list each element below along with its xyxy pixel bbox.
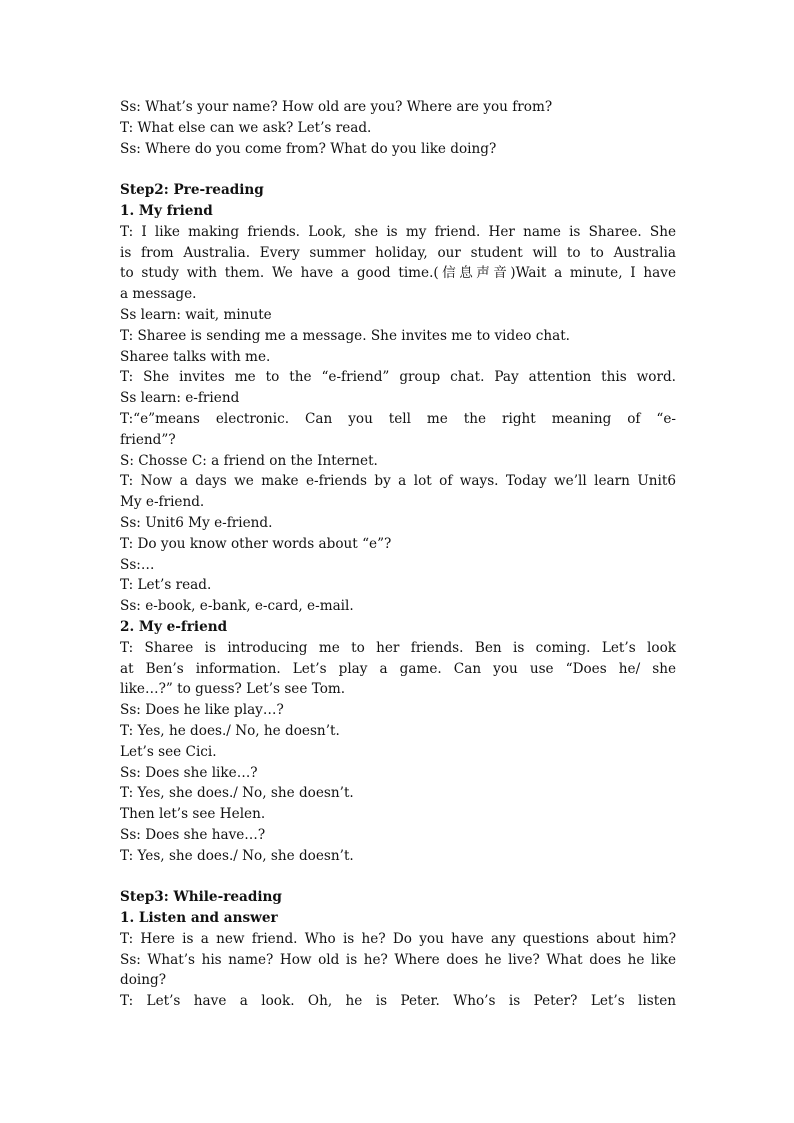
text-line: to study with them. We have a good time.(信息声音)Wait a minute, I have	[120, 265, 676, 282]
text-line: Let’s see Cici.	[120, 743, 217, 760]
blank-line	[120, 866, 676, 887]
text-line: T: I like making friends. Look, she is my friend. Her name is Sharee. She	[120, 223, 676, 240]
text-line: T: She invites me to the “e-friend” group chat. Pay attention this word.	[120, 369, 676, 386]
text-line: T: Yes, she does./ No, she doesn’t.	[120, 785, 354, 802]
text-line: T: Here is a new friend. Who is he? Do you have any questions about him?	[120, 930, 676, 947]
section-heading: 1. My friend	[120, 202, 213, 219]
text-line: T: Sharee is introducing me to her friends. Ben is coming. Let’s look	[120, 639, 676, 656]
text-line: a message.	[120, 286, 197, 303]
text-line: S: Chosse C: a friend on the Internet.	[120, 452, 378, 469]
text-line: T: Do you know other words about “e”?	[120, 535, 392, 552]
text-line: is from Australia. Every summer holiday, our student will to to Australia	[120, 244, 676, 261]
text-line: Ss: What’s his name? How old is he? Where does he live? What does he like	[120, 951, 676, 968]
section-heading: 1. Listen and answer	[120, 910, 278, 927]
text-line: Ss: Where do you come from? What do you like doing?	[120, 140, 497, 157]
text-line: T: What else can we ask? Let’s read.	[120, 119, 372, 136]
text-line: doing?	[120, 972, 166, 989]
text-line: T: Let’s read.	[120, 577, 212, 594]
text-line: My e-friend.	[120, 494, 205, 511]
section-heading: Step2: Pre-reading	[120, 182, 264, 199]
document-page	[120, 97, 676, 1012]
section-heading: 2. My e-friend	[120, 618, 228, 635]
text-line: Ss:…	[120, 556, 155, 573]
text-line: T: Yes, she does./ No, she doesn’t.	[120, 847, 354, 864]
text-line: Ss: Does he like play…?	[120, 702, 284, 719]
text-line: T: Sharee is sending me a message. She invites me to video chat.	[120, 327, 571, 344]
text-line: T: Let’s have a look. Oh, he is Peter. Who’s is Peter? Let’s listen	[120, 993, 676, 1010]
text-line: at Ben’s information. Let’s play a game. Can you use “Does he/ she	[120, 660, 676, 677]
text-line: T: Yes, he does./ No, he doesn’t.	[120, 722, 340, 739]
text-line: Ss: Unit6 My e-friend.	[120, 514, 273, 531]
text-line: friend”?	[120, 431, 176, 448]
text-line: Ss: What’s your name? How old are you? Where are you from?	[120, 99, 553, 115]
text-line: T:“e”means electronic. Can you tell me the right meaning of “e-	[120, 410, 676, 427]
text-line: Ss learn: e-friend	[120, 390, 240, 407]
text-line: Ss: Does she like…?	[120, 764, 258, 781]
blank-line	[120, 159, 676, 180]
text-line: Then let’s see Helen.	[120, 806, 266, 823]
section-heading: Step3: While-reading	[120, 889, 282, 906]
text-line: Ss learn: wait, minute	[120, 306, 272, 323]
text-line: T: Now a days we make e-friends by a lot of ways. Today we’ll learn Unit6	[120, 473, 676, 490]
text-line: Ss: Does she have…?	[120, 826, 266, 843]
text-line: like…?” to guess? Let’s see Tom.	[120, 681, 346, 698]
text-line: Sharee talks with me.	[120, 348, 271, 365]
text-line: Ss: e-book, e-bank, e-card, e-mail.	[120, 598, 354, 615]
